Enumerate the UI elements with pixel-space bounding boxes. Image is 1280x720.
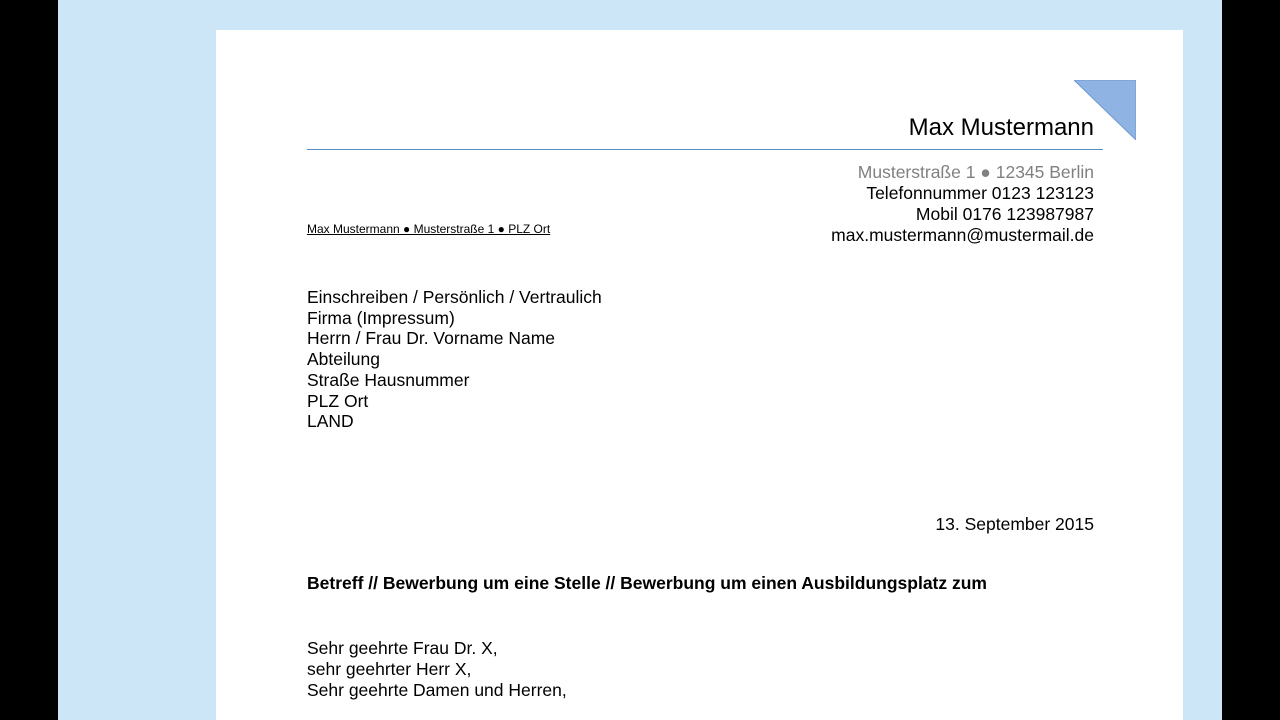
header-divider: [307, 149, 1103, 150]
sender-name: Max Mustermann: [908, 114, 1094, 141]
letter-date: 13. September 2015: [935, 514, 1094, 534]
sender-email: max.mustermann@mustermail.de: [831, 225, 1094, 245]
recipient-line: Einschreiben / Persönlich / Vertraulich: [307, 287, 602, 307]
recipient-line: Straße Hausnummer: [307, 369, 470, 390]
recipient-line: Herrn / Frau Dr. Vorname Name: [307, 328, 555, 349]
salutation-block: [307, 638, 567, 701]
salutation-line: Sehr geehrte Damen und Herren,: [307, 680, 567, 700]
letter-page: [216, 30, 1183, 720]
salutation-line: sehr geehrter Herr X,: [307, 659, 472, 679]
sender-phone: Telefonnummer 0123 123123: [866, 183, 1094, 203]
sender-contact-block: [831, 162, 1094, 246]
sender-address: Musterstraße 1 ● 12345 Berlin: [857, 162, 1094, 182]
salutation-line: Sehr geehrte Frau Dr. X,: [307, 638, 498, 658]
recipient-line: Abteilung: [307, 349, 380, 370]
return-address-line: Max Mustermann ● Musterstraße 1 ● PLZ Ort: [307, 222, 551, 236]
recipient-line: Firma (Impressum): [307, 307, 455, 328]
sender-mobile: Mobil 0176 123987987: [915, 204, 1094, 224]
recipient-line: LAND: [307, 411, 354, 432]
presentation-frame: [58, 0, 1222, 720]
recipient-line: PLZ Ort: [307, 390, 369, 411]
subject-line: Betreff // Bewerbung um eine Stelle // Bewerbung um einen Ausbildungsplatz zum: [307, 573, 987, 593]
recipient-address-block: [307, 287, 602, 432]
